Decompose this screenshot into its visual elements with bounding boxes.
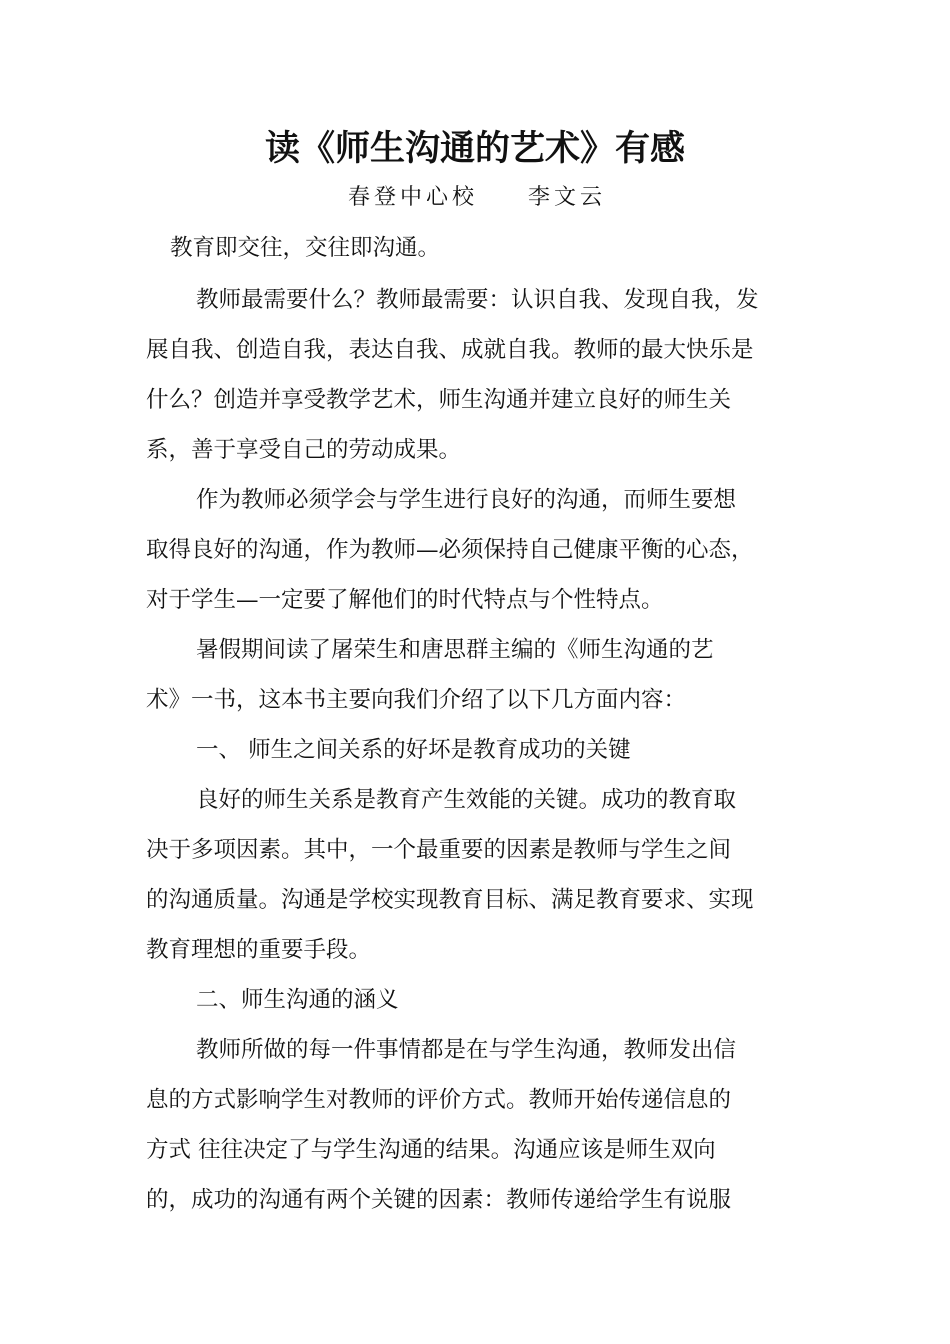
body-line: 教育理想的重要手段。 (146, 937, 372, 963)
body-line: 作为教师必须学会与学生进行良好的沟通，而师生要想 (196, 487, 737, 513)
body-line: 的，成功的沟通有两个关键的因素：教师传递给学生有说服 (146, 1187, 732, 1213)
body-line: 展自我、创造自我，表达自我、成就自我。教师的最大快乐是 (146, 337, 754, 363)
body-line: 什么？创造并享受教学艺术，师生沟通并建立良好的师生关 (146, 387, 732, 413)
section-heading: 二、师生沟通的涵义 (196, 987, 399, 1013)
body-line: 息的方式影响学生对教师的评价方式。教师开始传递信息的 (146, 1087, 732, 1113)
school-name: 春登中心校 (348, 185, 479, 210)
document-title: 读《师生沟通的艺术》有感 (264, 129, 685, 169)
body-line: 暑假期间读了屠荣生和唐思群主编的《师生沟通的艺 (196, 637, 714, 663)
body-line: 取得良好的沟通，作为教师—必须保持自己健康平衡的心态， (146, 537, 754, 563)
body-line: 教师最需要什么？教师最需要：认识自我、发现自我，发 (196, 287, 759, 313)
body-line: 的沟通质量。沟通是学校实现教育目标、满足教育要求、实现 (146, 887, 754, 913)
body-line: 教师所做的每一件事情都是在与学生沟通，教师发出信 (196, 1037, 737, 1063)
body-line: 教育即交往，交往即沟通。 (170, 235, 441, 261)
body-line: 对于学生—一定要了解他们的时代特点与个性特点。 (146, 587, 664, 613)
body-line: 术》一书，这本书主要向我们介绍了以下几方面内容： (146, 687, 687, 713)
body-line: 良好的师生关系是教育产生效能的关键。成功的教育取 (196, 787, 737, 813)
body-line: 系，善于享受自己的劳动成果。 (146, 437, 462, 463)
body-line: 决于多项因素。其中，一个最重要的因素是教师与学生之间 (146, 837, 732, 863)
author-name: 李文云 (528, 185, 607, 210)
body-line: 方式 往往决定了与学生沟通的结果。沟通应该是师生双向 (146, 1137, 716, 1163)
section-heading: 一、 师生之间关系的好坏是教育成功的关键 (196, 737, 631, 763)
